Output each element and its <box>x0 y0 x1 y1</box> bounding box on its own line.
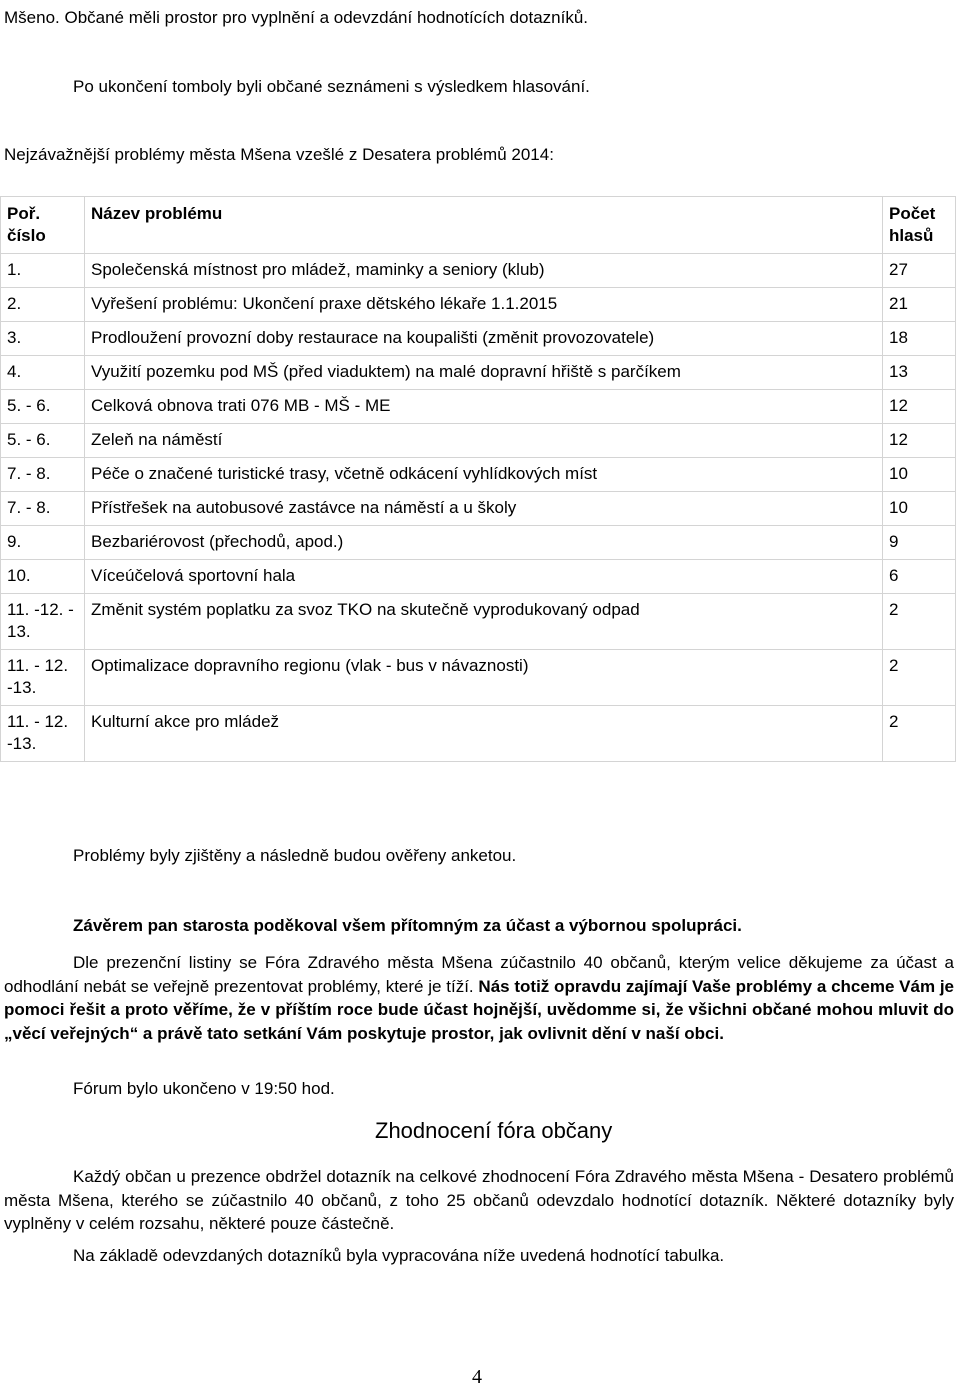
section-paragraph-2: Na základě odevzdaných dotazníků byla vypracována níže uvedená hodnotící tabulka. <box>73 1246 725 1265</box>
cell-votes: 10 <box>883 458 956 492</box>
section-heading: Zhodnocení fóra občany <box>375 1118 613 1143</box>
cell-problem: Vyřešení problému: Ukončení praxe dětského lékaře 1.1.2015 <box>85 288 883 322</box>
table-row <box>1 356 956 390</box>
table-header-row <box>1 197 956 254</box>
table-row <box>1 526 956 560</box>
cell-votes: 2 <box>883 706 956 762</box>
cell-votes: 13 <box>883 356 956 390</box>
cell-votes: 6 <box>883 560 956 594</box>
cell-problem: Využití pozemku pod MŠ (před viaduktem) na malé dopravní hřiště s parčíkem <box>85 356 883 390</box>
cell-rank: 5. - 6. <box>1 390 85 424</box>
cell-problem: Víceúčelová sportovní hala <box>85 560 883 594</box>
table-row <box>1 560 956 594</box>
table-row <box>1 706 956 762</box>
thanks-line: Závěrem pan starosta poděkoval všem přítomným za účast a výbornou spolupráci. <box>73 916 742 935</box>
cell-rank: 2. <box>1 288 85 322</box>
end-time-line: Fórum bylo ukončeno v 19:50 hod. <box>73 1079 335 1098</box>
cell-votes: 2 <box>883 594 956 650</box>
attendance-text: Dle prezenční listiny se Fóra Zdravého města Mšena zúčastnilo 40 občanů, kterým velice děkujeme za účast a odhodlání nebát se veřejně prezentovat problémy, které je tíží. <box>4 953 954 996</box>
table-row <box>1 594 956 650</box>
table-body <box>1 254 956 762</box>
cell-problem: Prodloužení provozní doby restaurace na koupališti (změnit provozovatele) <box>85 322 883 356</box>
intro-line-1: Mšeno. Občané měli prostor pro vyplnění a odevzdání hodnotících dotazníků. <box>4 8 589 27</box>
cell-votes: 2 <box>883 650 956 706</box>
table-row <box>1 254 956 288</box>
cell-votes: 9 <box>883 526 956 560</box>
cell-problem: Změnit systém poplatku za svoz TKO na skutečně vyprodukovaný odpad <box>85 594 883 650</box>
cell-problem: Celková obnova trati 076 MB - MŠ - ME <box>85 390 883 424</box>
cell-rank: 9. <box>1 526 85 560</box>
cell-rank: 10. <box>1 560 85 594</box>
intro-line-2: Po ukončení tomboly byli občané seznámeni s výsledkem hlasování. <box>73 77 590 96</box>
intro-line-3: Nejzávažnější problémy města Mšena vzešlé z Desatera problémů 2014: <box>4 145 554 164</box>
cell-problem: Kulturní akce pro mládež <box>85 706 883 762</box>
problems-table <box>0 196 956 762</box>
cell-rank: 7. - 8. <box>1 458 85 492</box>
cell-problem: Optimalizace dopravního regionu (vlak - bus v návaznosti) <box>85 650 883 706</box>
attendance-bold-text: Nás totiž opravdu zajímají Vaše problémy a chceme Vám je pomoci řešit a proto věříme, že v příštím roce bude účast hojnější, uvědomme si, že všichni občané mohou mluvit do „věcí veřejných“ a právě tato setkání Vám poskytuje prostor, jak ovlivnit dění v naší obci. <box>4 976 955 1043</box>
problems-note: Problémy byly zjištěny a následně budou ověřeny anketou. <box>73 846 517 865</box>
cell-votes: 21 <box>883 288 956 322</box>
table-row <box>1 288 956 322</box>
cell-rank: 7. - 8. <box>1 492 85 526</box>
cell-problem: Péče o značené turistické trasy, včetně odkácení vyhlídkových míst <box>85 458 883 492</box>
table-row <box>1 492 956 526</box>
col-header-rank: Poř. číslo <box>1 197 85 254</box>
cell-votes: 12 <box>883 390 956 424</box>
cell-problem: Zeleň na náměstí <box>85 424 883 458</box>
attendance-paragraph <box>4 951 954 1045</box>
table-row <box>1 458 956 492</box>
cell-problem: Společenská místnost pro mládež, maminky a seniory (klub) <box>85 254 883 288</box>
cell-rank: 11. - 12. -13. <box>1 650 85 706</box>
cell-problem: Bezbariérovost (přechodů, apod.) <box>85 526 883 560</box>
cell-rank: 11. - 12. -13. <box>1 706 85 762</box>
table-row <box>1 322 956 356</box>
cell-rank: 3. <box>1 322 85 356</box>
cell-problem: Přístřešek na autobusové zastávce na náměstí a u školy <box>85 492 883 526</box>
cell-rank: 11. -12. - 13. <box>1 594 85 650</box>
cell-votes: 12 <box>883 424 956 458</box>
table-row <box>1 390 956 424</box>
page-number: 4 <box>472 1366 482 1388</box>
cell-rank: 1. <box>1 254 85 288</box>
cell-votes: 27 <box>883 254 956 288</box>
cell-rank: 4. <box>1 356 85 390</box>
section-paragraph-1: Každý občan u prezence obdržel dotazník na celkové zhodnocení Fóra Zdravého města Mšena - Desatero problémů města Mšena, kterého se zúčastnilo 40 občanů, z toho 25 občanů odevzdalo hodnotící dotazník. Některé dotazníky byly vyplněny v celém rozsahu, některé pouze částečně. <box>4 1167 954 1233</box>
table-row <box>1 650 956 706</box>
cell-votes: 10 <box>883 492 956 526</box>
col-header-problem: Název problému <box>85 197 883 254</box>
cell-rank: 5. - 6. <box>1 424 85 458</box>
cell-votes: 18 <box>883 322 956 356</box>
col-header-votes: Počet hlasů <box>883 197 956 254</box>
table-row <box>1 424 956 458</box>
